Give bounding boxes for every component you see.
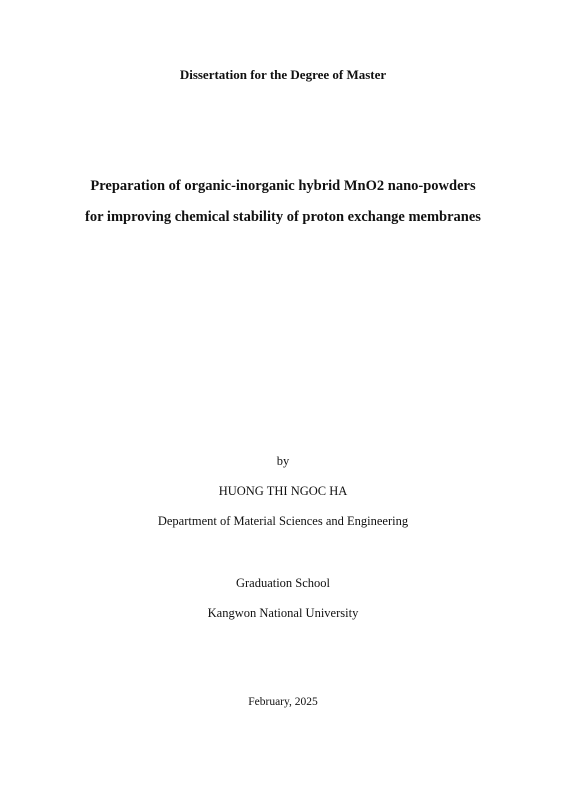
author-name: HUONG THI NGOC HA [218,484,348,498]
department-name: Department of Material Sciences and Engineering [157,514,409,528]
degree-heading: Dissertation for the Degree of Master [179,67,387,82]
school-name: Graduation School [235,576,331,590]
submission-date: February, 2025 [248,696,318,708]
thesis-title-line-1: Preparation of organic-inorganic hybrid MnO2 nano-powders [90,178,476,194]
by-label: by [276,454,290,468]
university-name: Kangwon National University [207,606,359,620]
thesis-title-line-2: for improving chemical stability of proton exchange membranes [85,209,481,225]
